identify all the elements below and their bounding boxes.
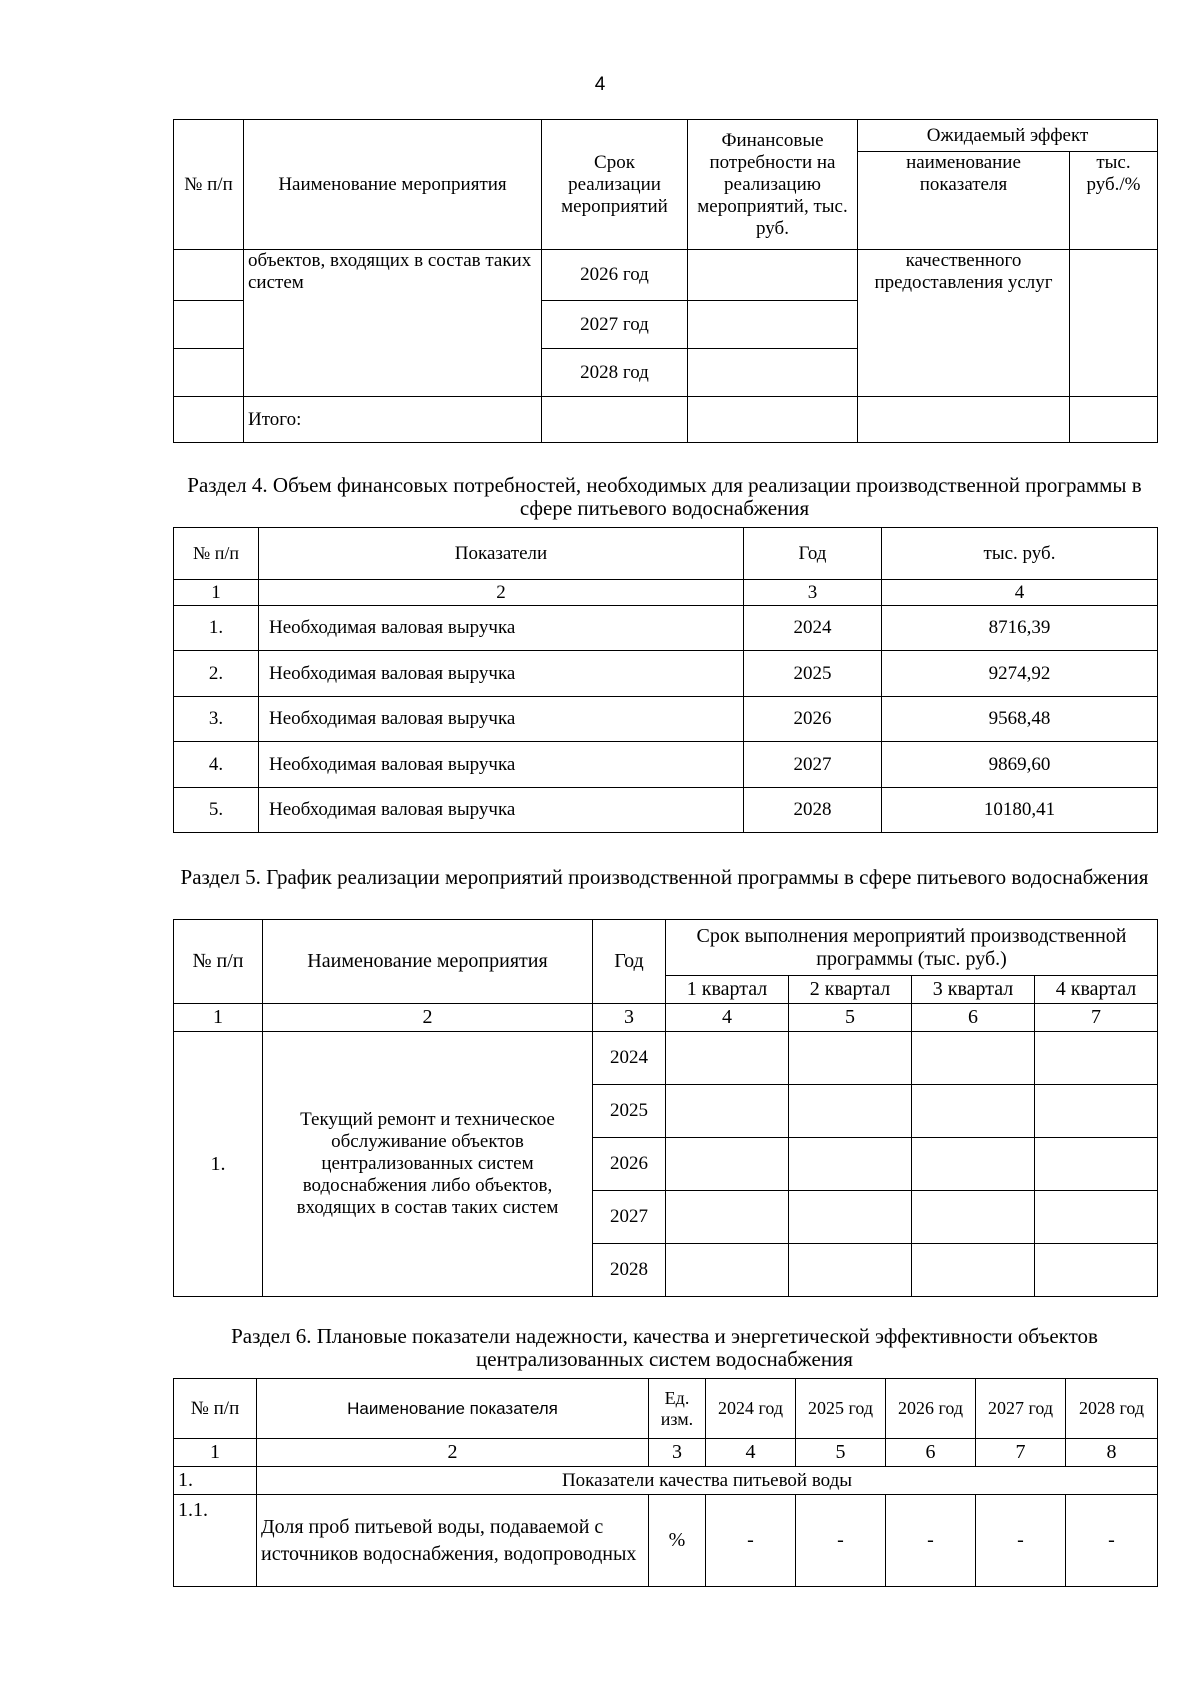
col-number: 1 [174, 580, 259, 606]
header-indicators: Показатели [259, 528, 744, 580]
measure-name-cell: объектов, входящих в состав таких систем [244, 250, 542, 397]
quarter-cell [912, 1191, 1035, 1244]
page-number: 4 [594, 74, 606, 95]
quarter-cell [666, 1085, 789, 1138]
row-name: Доля проб питьевой воды, подаваемой с источников водоснабжения, водопроводных [257, 1495, 649, 1587]
header-year: Год [744, 528, 882, 580]
col-number: 3 [593, 1004, 666, 1032]
section4-table [173, 527, 1158, 833]
quarter-cell [666, 1191, 789, 1244]
quarter-cell [912, 1244, 1035, 1297]
row-year: 2026 [744, 697, 882, 742]
row-name: Необходимая валовая выручка [259, 788, 744, 833]
header-2024: 2024 год [706, 1379, 796, 1439]
quarter-cell [666, 1244, 789, 1297]
quarter-cell [666, 1032, 789, 1085]
quarter-cell [912, 1085, 1035, 1138]
table-row [174, 606, 1158, 651]
empty-cell [542, 397, 688, 443]
group-title: Показатели качества питьевой воды [257, 1467, 1158, 1495]
num-cell [174, 250, 244, 301]
quarter-cell [1035, 1032, 1158, 1085]
row-value: 9568,48 [882, 697, 1158, 742]
row-num: 2. [174, 651, 259, 697]
header-name: Наименование показателя [257, 1379, 649, 1439]
row-value: 9274,92 [882, 651, 1158, 697]
total-label: Итого: [244, 397, 542, 443]
row-year: 2028 [744, 788, 882, 833]
row-num: 4. [174, 742, 259, 788]
section5-table [173, 919, 1158, 1297]
header-term: Срок выполнения мероприятий производственной программы (тыс. руб.) [666, 920, 1158, 976]
section4-title: Раздел 4. Объем финансовых потребностей, необходимых для реализации производственной программы в сфере питьевого водоснабжения [187, 473, 1142, 520]
header-num: № п/п [174, 528, 259, 580]
row-name: Необходимая валовая выручка [259, 697, 744, 742]
row-value: - [1066, 1495, 1158, 1587]
row-name: Необходимая валовая выручка [259, 651, 744, 697]
col-number: 8 [1066, 1439, 1158, 1467]
header-year: Год [593, 920, 666, 1004]
quarter-cell [789, 1191, 912, 1244]
row-value: 10180,41 [882, 788, 1158, 833]
header-q3: 3 квартал [912, 976, 1035, 1004]
col-number: 5 [796, 1439, 886, 1467]
header-num: № п/п [174, 1379, 257, 1439]
header-indicator-name: наименование показателя [858, 152, 1070, 250]
col-number: 7 [976, 1439, 1066, 1467]
year-cell: 2025 [593, 1085, 666, 1138]
col-number: 4 [882, 580, 1158, 606]
effect-cell: качественного предоставления услуг [858, 250, 1070, 397]
col-number: 2 [259, 580, 744, 606]
header-2027: 2027 год [976, 1379, 1066, 1439]
quarter-cell [1035, 1244, 1158, 1297]
row-year: 2024 [744, 606, 882, 651]
quarter-cell [1035, 1138, 1158, 1191]
header-2028: 2028 год [1066, 1379, 1158, 1439]
row-num: 1.1. [174, 1495, 257, 1587]
col-number: 3 [744, 580, 882, 606]
year-cell: 2026 [593, 1138, 666, 1191]
quarter-cell [1035, 1085, 1158, 1138]
quarter-cell [789, 1244, 912, 1297]
table-row [174, 1495, 1158, 1587]
row-num: 5. [174, 788, 259, 833]
item-name: Текущий ремонт и техническое обслуживание объектов централизованных систем водоснабжения либо объектов, входящих в состав таких систем [263, 1032, 593, 1297]
quarter-cell [789, 1138, 912, 1191]
col-number: 4 [706, 1439, 796, 1467]
col-number: 4 [666, 1004, 789, 1032]
row-value: - [706, 1495, 796, 1587]
quarter-cell [789, 1085, 912, 1138]
table-row [174, 788, 1158, 833]
section6-table [173, 1378, 1158, 1587]
section6-title: Раздел 6. Плановые показатели надежности, качества и энергетической эффективности объектов централизованных систем водоснабжения [231, 1324, 1098, 1371]
item-num: 1. [174, 1032, 263, 1297]
header-thous: тыс. руб./% [1070, 152, 1158, 250]
quarter-cell [666, 1138, 789, 1191]
section5-title: Раздел 5. График реализации мероприятий производственной программы в сфере питьевого водоснабжения [180, 865, 1149, 889]
quarter-cell [912, 1138, 1035, 1191]
finance-cell [688, 301, 858, 349]
header-2025: 2025 год [796, 1379, 886, 1439]
row-year: 2027 [744, 742, 882, 788]
col-number: 1 [174, 1439, 257, 1467]
col-number: 6 [912, 1004, 1035, 1032]
col-number: 1 [174, 1004, 263, 1032]
empty-cell [858, 397, 1070, 443]
num-cell [174, 349, 244, 397]
row-name: Необходимая валовая выручка [259, 742, 744, 788]
row-unit: % [649, 1495, 706, 1587]
header-num: № п/п [174, 920, 263, 1004]
num-cell [174, 397, 244, 443]
empty-cell [688, 397, 858, 443]
year-cell: 2028 год [542, 349, 688, 397]
header-thous: тыс. руб. [882, 528, 1158, 580]
row-value: - [976, 1495, 1066, 1587]
measures-table [173, 119, 1158, 443]
header-term: Срок реализации мероприятий [542, 120, 688, 250]
col-number: 3 [649, 1439, 706, 1467]
empty-cell [1070, 397, 1158, 443]
header-effect: Ожидаемый эффект [858, 120, 1158, 152]
table-row [174, 697, 1158, 742]
num-cell [174, 301, 244, 349]
col-number: 2 [263, 1004, 593, 1032]
header-unit: Ед. изм. [649, 1379, 706, 1439]
finance-cell [688, 349, 858, 397]
header-2026: 2026 год [886, 1379, 976, 1439]
row-year: 2025 [744, 651, 882, 697]
header-finance: Финансовые потребности на реализацию мероприятий, тыс. руб. [688, 120, 858, 250]
col-number: 2 [257, 1439, 649, 1467]
col-number: 7 [1035, 1004, 1158, 1032]
quarter-cell [789, 1032, 912, 1085]
header-q4: 4 квартал [1035, 976, 1158, 1004]
year-cell: 2028 [593, 1244, 666, 1297]
row-name: Необходимая валовая выручка [259, 606, 744, 651]
header-name: Наименование мероприятия [244, 120, 542, 250]
group-num: 1. [174, 1467, 257, 1495]
year-cell: 2027 год [542, 301, 688, 349]
quarter-cell [1035, 1191, 1158, 1244]
col-number: 5 [789, 1004, 912, 1032]
row-num: 3. [174, 697, 259, 742]
table-row [174, 651, 1158, 697]
quarter-cell [912, 1032, 1035, 1085]
header-q2: 2 квартал [789, 976, 912, 1004]
row-num: 1. [174, 606, 259, 651]
thous-cell [1070, 250, 1158, 397]
year-cell: 2026 год [542, 250, 688, 301]
finance-cell [688, 250, 858, 301]
row-value: - [886, 1495, 976, 1587]
row-value: - [796, 1495, 886, 1587]
row-value: 8716,39 [882, 606, 1158, 651]
col-number: 6 [886, 1439, 976, 1467]
table-row [174, 742, 1158, 788]
header-name: Наименование мероприятия [263, 920, 593, 1004]
row-value: 9869,60 [882, 742, 1158, 788]
year-cell: 2024 [593, 1032, 666, 1085]
header-num: № п/п [174, 120, 244, 250]
header-q1: 1 квартал [666, 976, 789, 1004]
year-cell: 2027 [593, 1191, 666, 1244]
